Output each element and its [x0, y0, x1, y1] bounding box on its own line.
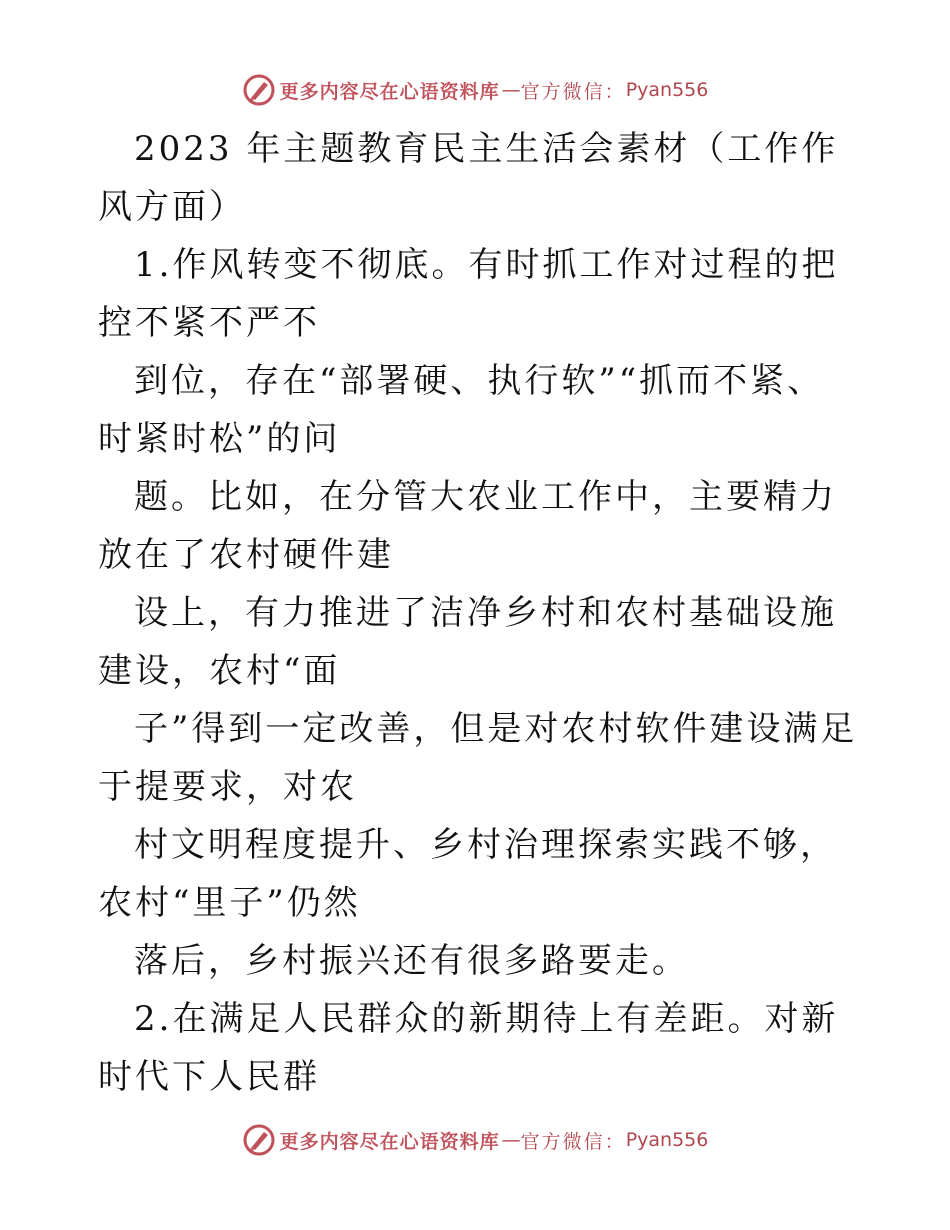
watermark-brand: 更多内容尽在心语资料库	[279, 1130, 500, 1153]
header-watermark	[0, 70, 950, 110]
document-paragraph: 题。比如，在分管大农业工作中，主要精力放在了农村硬件建	[98, 477, 837, 575]
document-paragraph: 子”得到一定改善，但是对农村软件建设满足于提要求，对农	[98, 709, 858, 807]
document-body	[98, 120, 858, 1106]
watermark-wechat-id: Pyan556	[625, 79, 709, 101]
pen-circle-logo-icon	[242, 73, 276, 107]
footer-watermark	[0, 1120, 950, 1160]
document-paragraph: 2.在满足人民群众的新期待上有差距。对新时代下人民群	[98, 999, 839, 1097]
pen-circle-logo-icon	[242, 1123, 276, 1157]
watermark-official-label: 官方微信：	[520, 80, 626, 103]
watermark-separator: —	[501, 1129, 519, 1151]
document-paragraph: 到位，存在“部署硬、执行软”“抓而不紧、时紧时松”的问	[98, 361, 825, 459]
watermark-separator: —	[501, 79, 519, 101]
document-paragraph: 设上，有力推进了洁净乡村和农村基础设施建设，农村“面	[98, 593, 837, 691]
watermark-wechat-id: Pyan556	[625, 1129, 709, 1151]
document-paragraph: 落后，乡村振兴还有很多路要走。	[134, 941, 689, 981]
document-paragraph: 村文明程度提升、乡村治理探索实践不够，农村“里子”仍然	[98, 825, 837, 923]
document-title: 2023 年主题教育民主生活会素材（工作作风方面）	[98, 129, 839, 227]
watermark-official-label: 官方微信：	[520, 1130, 626, 1153]
document-paragraph: 1.作风转变不彻底。有时抓工作对过程的把控不紧不严不	[98, 245, 839, 343]
watermark-brand: 更多内容尽在心语资料库	[279, 80, 500, 103]
